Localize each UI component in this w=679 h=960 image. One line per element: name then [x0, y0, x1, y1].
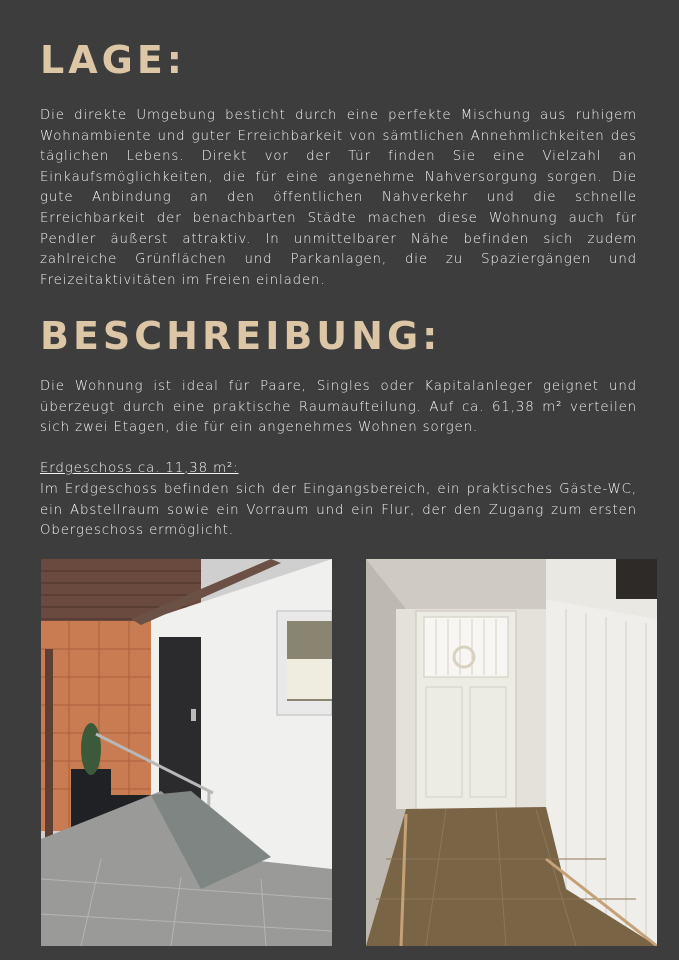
- hallway-interior-photo: [366, 559, 657, 946]
- erdgeschoss-title: Erdgeschoss ca. 11,38 m²:: [40, 461, 239, 476]
- erdgeschoss-paragraph: Im Erdgeschoss befinden sich der Eingangsbereich, ein praktisches Gäste-WC, ein Abstellraum sowie ein Vorraum und ein Flur, der den Zugang zum ersten Obergeschoss ermöglicht.: [40, 482, 637, 539]
- lage-paragraph: Die direkte Umgebung besticht durch eine perfekte Mischung aus ruhigem Wohnambiente und guter Erreichbarkeit von sämtlichen Annehmlichkeiten des täglichen Lebens. Direkt vor der Tür finden Sie eine Vielzahl an Einkaufsmöglichkeiten, die für eine angenehme Nahversorgung sorgen. Die gute Anbindung an den öffentlichen Nahverkehr und die schnelle Erreichbarkeit der benachbarten Städte machen diese Wohnung auch für Pendler äußerst attraktiv. In unmittelbarer Nähe befinden sich zudem zahlreiche Grünflächen und Parkanlagen, die zu Spaziergängen und Freizeitaktivitäten im Freien einladen.: [40, 108, 637, 288]
- beschreibung-heading: BESCHREIBUNG:: [40, 314, 442, 358]
- lage-heading: LAGE:: [40, 38, 186, 82]
- entrance-exterior-photo: [41, 559, 332, 946]
- beschreibung-paragraph: Die Wohnung ist ideal für Paare, Singles oder Kapitalanleger geignet und überzeugt durch eine praktische Raumaufteilung. Auf ca. 61,38 m² verteilen sich zwei Etagen, die für ein angenehmes Wohnen sorgen.: [40, 379, 637, 436]
